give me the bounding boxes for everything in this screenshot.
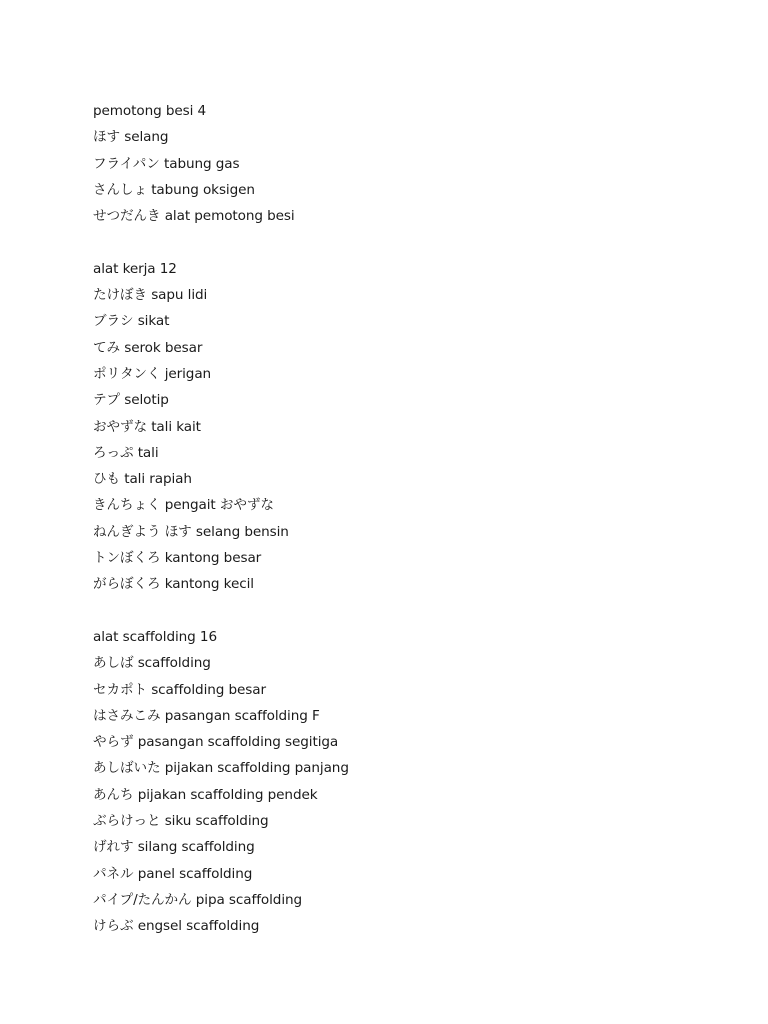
vocab-line: あしばいた pijakan scaffolding panjang [93,760,349,777]
section-pemotong-besi [93,98,733,229]
section-alat-kerja [93,256,733,598]
vocab-line: やらず pasangan scaffolding segitiga [93,734,339,751]
vocab-line: たけぼき sapu lidi [93,287,208,304]
section-heading: pemotong besi 4 [93,103,207,119]
vocab-line: げれす silang scaffolding [93,839,255,856]
vocab-line: ろっぷ tali [93,444,159,461]
vocab-line: ほす selang [93,129,169,146]
vocab-line: けらぶ engsel scaffolding [93,918,260,935]
vocab-line: ブラシ sikat [93,313,170,330]
document-page [93,98,733,940]
vocab-line: ねんぎよう ほす selang bensin [93,523,289,540]
vocab-line: さんしょ tabung oksigen [93,181,255,198]
vocab-line: がらぼくろ kantong kecil [93,576,254,593]
section-heading: alat kerja 12 [93,260,177,277]
vocab-line: テプ selotip [93,392,169,409]
vocab-line: ぶらけっと siku scaffolding [93,813,269,830]
vocab-line: パネル panel scaffolding [93,865,253,882]
section-alat-scaffolding [93,624,733,940]
vocab-line: フライパン tabung gas [93,155,240,172]
vocab-line: パイプ/たんかん pipa scaffolding [93,891,303,908]
vocab-line: あんち pijakan scaffolding pendek [93,786,318,803]
vocab-line: トンぼくろ kantong besar [93,550,262,567]
vocab-line: ポリタンく jerigan [93,365,212,382]
vocab-line: きんちょく pengait おやずな [93,497,274,514]
vocab-line: セカポト scaffolding besar [93,681,267,698]
vocab-line: はさみこみ pasangan scaffolding F [93,707,320,724]
vocab-line: てみ serok besar [93,339,203,356]
vocab-line: せつだんき alat pemotong besi [93,208,295,225]
vocab-line: あしば scaffolding [93,655,211,672]
section-heading: alat scaffolding 16 [93,628,218,645]
vocab-line: おやずな tali kait [93,418,201,435]
vocab-line: ひも tali rapiah [93,471,192,488]
